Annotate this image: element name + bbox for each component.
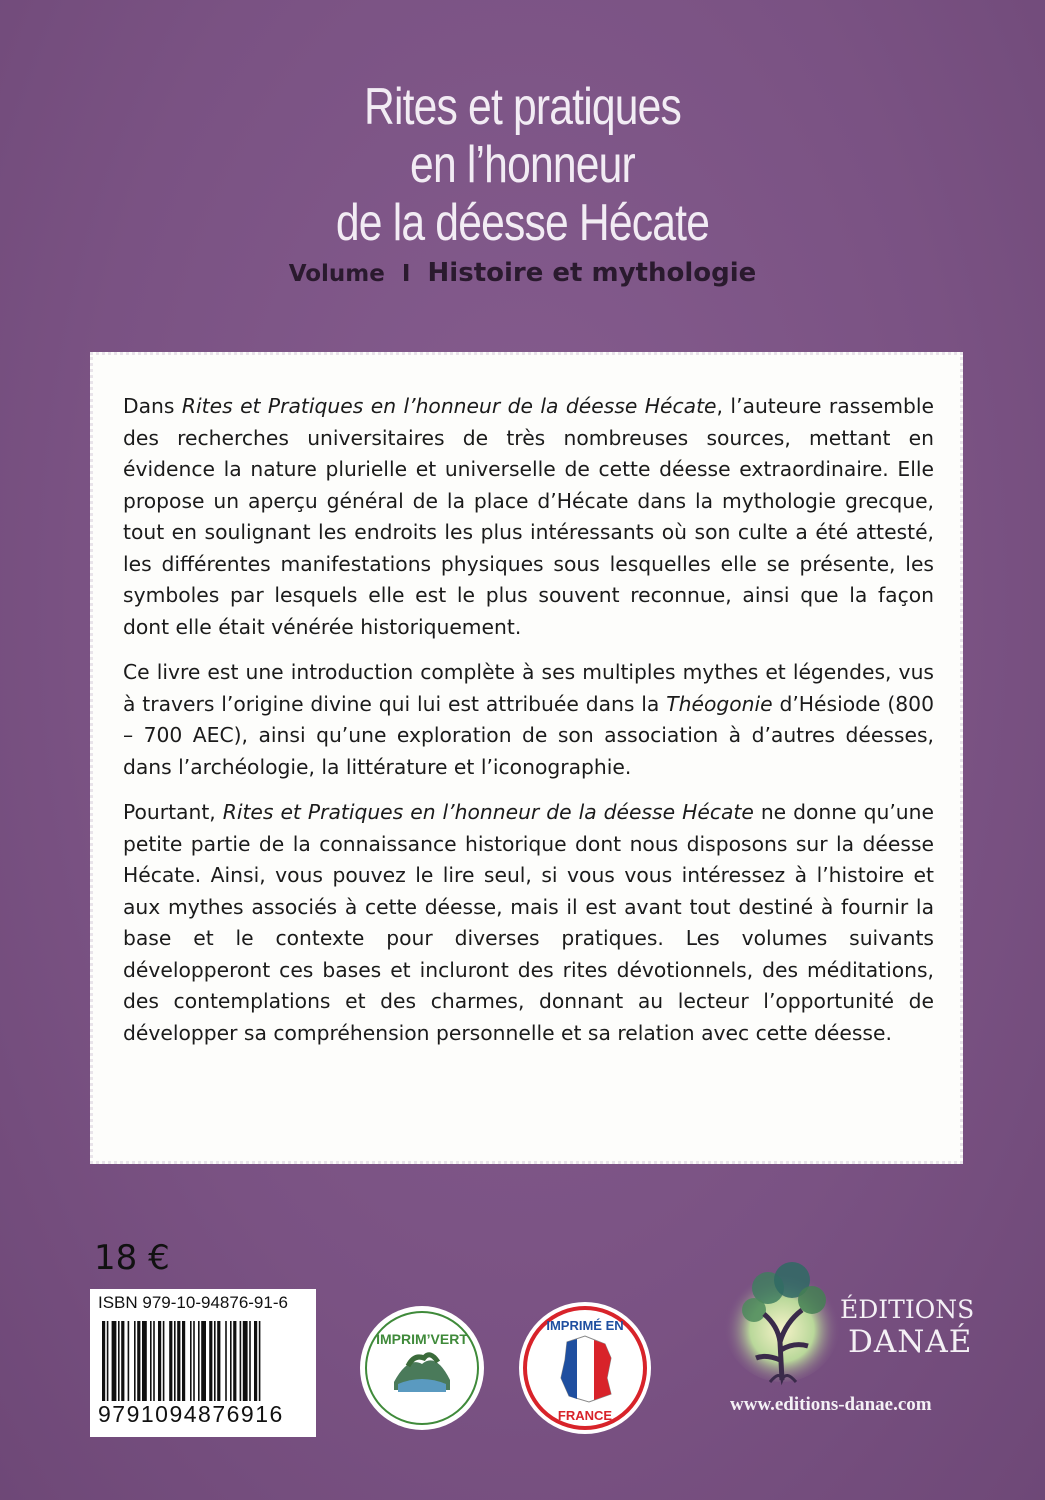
isbn-label: ISBN 979-10-94876-91-6 xyxy=(98,1293,288,1312)
title-line-2: en l’honneur xyxy=(410,136,635,194)
barcode-digits: 9791094876916 xyxy=(98,1401,284,1427)
volume-number: I xyxy=(401,261,411,287)
paragraph-2: Ce livre est une introduction complète à ses multiples mythes et légendes, vus à travers l’origine divine qui lui est attribuée dans la Théogonie d’Hésiode (800 – 700 AEC), ainsi qu’une exploration de son association à d’autres déesses, dans l’archéologie, la littérature et l’iconographie. xyxy=(123,660,934,779)
publisher-name-line2: DANAÉ xyxy=(848,1324,973,1360)
theogonie-italic: Théogonie xyxy=(666,691,773,716)
volume-title: Histoire et mythologie xyxy=(427,258,757,288)
description-box xyxy=(90,352,963,1164)
book-title xyxy=(94,78,951,252)
publisher-website: www.editions-danae.com xyxy=(730,1394,932,1415)
isbn-barcode-box xyxy=(90,1289,316,1437)
publisher-logo-text xyxy=(840,1294,974,1358)
volume-subtitle xyxy=(0,258,1045,288)
imprime-top-label: IMPRIMÉ EN xyxy=(546,1318,624,1333)
imprime-en-france-badge-icon xyxy=(517,1300,653,1436)
imprime-bottom-label: FRANCE xyxy=(557,1408,613,1423)
title-line-1: Rites et pratiques xyxy=(363,78,682,136)
imprimvert-badge-icon xyxy=(358,1304,486,1432)
imprimvert-label: IMPRIM’VERT xyxy=(376,1331,468,1347)
paragraph-1: Dans Rites et Pratiques en l’honneur de la déesse Hécate, l’auteure rassemble des recherches universitaires de très nombreuses sources, mettant en évidence la nature plurielle et universelle de cette déesse extraordinaire. Elle propose un aperçu général de la place d’Hécate dans la mythologie grecque, tout en soulignant les endroits les plus intéressants où son culte a été attesté, les différentes manifestations physiques sous lesquelles elle se présente, les symboles par lesquels elle est le plus souvent reconnue, ainsi que la façon dont elle était vénérée historiquement. xyxy=(123,394,934,639)
volume-label: Volume xyxy=(288,261,385,287)
book-title-italic: Rites et Pratiques en l’honneur de la déesse Hécate xyxy=(222,800,754,824)
danae-tree-logo-icon xyxy=(720,1250,850,1390)
price: 18 € xyxy=(94,1238,170,1278)
paragraph-3: Pourtant, Rites et Pratiques en l’honneur de la déesse Hécate ne donne qu’une petite partie de la connaissance historique dont nous disposons sur la déesse Hécate. Ainsi, vous pouvez le lire seul, si vous vous intéressez à l’histoire et aux mythes associés à cette déesse, mais il est avant tout destiné à fournir la base et le contexte pour diverses pratiques. Les volumes suivants développeront ces bases et incluront des rites dévotionnels, des méditations, des contemplations et des charmes, donnant au lecteur l’opportunité de développer sa compréhension personnelle et sa relation avec cette déesse. xyxy=(123,800,934,1045)
barcode-icon xyxy=(102,1321,306,1401)
description-text xyxy=(123,391,934,1063)
book-title-italic: Rites et Pratiques en l’honneur de la déesse Hécate xyxy=(181,394,717,418)
publisher-name-line1: ÉDITIONS xyxy=(840,1295,975,1324)
title-line-3: de la déesse Hécate xyxy=(335,194,710,252)
